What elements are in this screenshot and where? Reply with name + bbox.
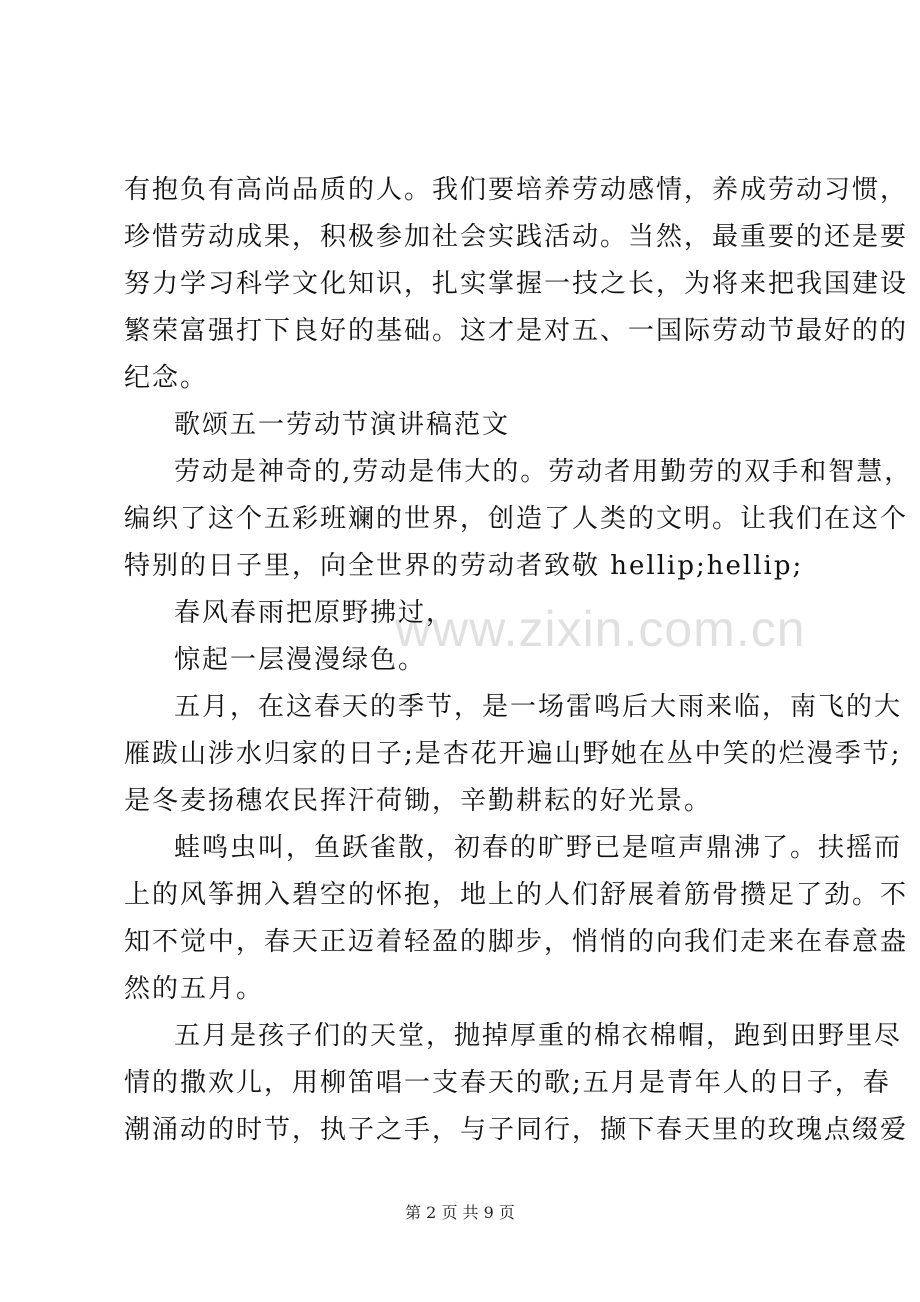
text-line: 雁跋山涉水归家的日子;是杏花开遍山野她在丛中笑的烂漫季节; bbox=[124, 739, 902, 769]
text-line: 然的五月。 bbox=[124, 974, 265, 1004]
section-heading: 歌颂五一劳动节演讲稿范文 bbox=[174, 410, 511, 440]
watermark: www.zixin.com.cn bbox=[395, 601, 806, 657]
text-line: 情的撒欢儿，用柳笛唱一支春天的歌;五月是青年人的日子，春 bbox=[124, 1068, 891, 1098]
text-line: 五月是孩子们的天堂，抛掉厚重的棉衣棉帽，跑到田野里尽 bbox=[174, 1021, 903, 1051]
poem-line: 春风春雨把原野拂过， bbox=[174, 598, 455, 628]
text-line: 潮涌动的时节，执子之手，与子同行，撷下春天里的玫瑰点缀爱 bbox=[124, 1115, 909, 1145]
text-line: 五月，在这春天的季节，是一场雷鸣后大雨来临，南飞的大 bbox=[174, 692, 903, 722]
text-line: 编织了这个五彩班斓的世界，创造了人类的文明。让我们在这个 bbox=[124, 504, 909, 534]
text-line: 珍惜劳动成果，积极参加社会实践活动。当然，最重要的还是要 bbox=[124, 222, 909, 252]
text-line: 知不觉中，春天正迈着轻盈的脚步，悄悄的向我们走来在春意盎 bbox=[124, 927, 909, 957]
text-line: 纪念。 bbox=[124, 363, 209, 393]
text-line: 努力学习科学文化知识，扎实掌握一技之长，为将来把我国建设 bbox=[124, 269, 909, 299]
text-line: 特别的日子里，向全世界的劳动者致敬 hellip;hellip; bbox=[124, 551, 804, 581]
text-line: 劳动是神奇的,劳动是伟大的。劳动者用勤劳的双手和智慧， bbox=[174, 457, 913, 487]
text-line: 上的风筝拥入碧空的怀抱，地上的人们舒展着筋骨攒足了劲。不 bbox=[124, 880, 909, 910]
poem-line: 惊起一层漫漫绿色。 bbox=[174, 645, 427, 675]
page-indicator: 第 2 页 共 9 页 bbox=[405, 1203, 515, 1222]
text-line: 是冬麦扬穗农民挥汗荷锄，辛勤耕耘的好光景。 bbox=[124, 786, 713, 816]
text-line: 繁荣富强打下良好的基础。这才是对五、一国际劳动节最好的的 bbox=[124, 316, 909, 346]
text-line: 蛙鸣虫叫，鱼跃雀散，初春的旷野已是喧声鼎沸了。扶摇而 bbox=[174, 833, 903, 863]
text-line: 有抱负有高尚品质的人。我们要培养劳动感情，养成劳动习惯， bbox=[124, 175, 909, 205]
